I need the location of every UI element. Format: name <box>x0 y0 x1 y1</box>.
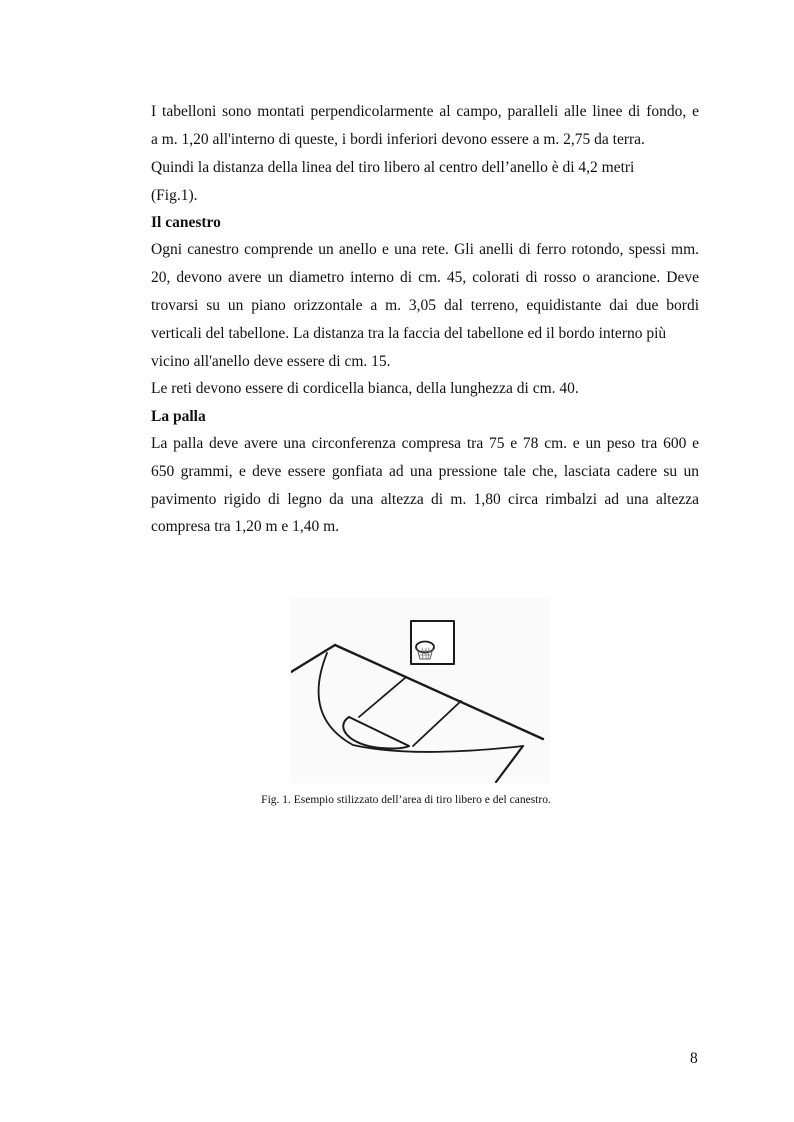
court-illustration <box>291 598 550 783</box>
paragraph-line: vicino all'anello deve essere di cm. 15. <box>151 353 391 370</box>
paragraph-line: Quindi la distanza della linea del tiro libero al centro dell’anello è di 4,2 metri <box>151 159 635 176</box>
section-heading-palla: La palla <box>151 408 206 425</box>
paragraph-line: Le reti devono essere di cordicella bianca, della lunghezza di cm. 40. <box>151 380 579 397</box>
paragraph-line: trovarsi su un piano orizzontale a m. 3,05 dal terreno, equidistante dai due bordi <box>151 297 699 314</box>
paragraph-line: (Fig.1). <box>151 187 198 204</box>
free-throw-arc <box>343 717 409 748</box>
lane-line-right <box>413 701 461 746</box>
figure-caption: Fig. 1. Esempio stilizzato dell’area di tiro libero e del canestro. <box>261 794 551 806</box>
paragraph-line: pavimento rigido di legno da una altezza di m. 1,80 circa rimbalzi ad una altezza <box>151 491 699 508</box>
backboard <box>411 621 454 664</box>
paragraph-line: 20, devono avere un diametro interno di cm. 45, colorati di rosso o arancione. Deve <box>151 269 699 286</box>
figure-free-throw-area <box>291 598 550 783</box>
court-sideline <box>496 746 523 782</box>
lane-line-left <box>359 678 405 717</box>
paragraph-line: Ogni canestro comprende un anello e una rete. Gli anelli di ferro rotondo, spessi mm. <box>151 241 699 258</box>
paragraph-line: a m. 1,20 all'interno di queste, i bordi inferiori devono essere a m. 2,75 da terra. <box>151 131 645 148</box>
paragraph-line: I tabelloni sono montati perpendicolarmente al campo, paralleli alle linee di fondo, e <box>151 103 699 120</box>
paragraph-line: verticali del tabellone. La distanza tra la faccia del tabellone ed il bordo interno più <box>151 325 667 342</box>
paragraph-line: 650 grammi, e deve essere gonfiata ad una pressione tale che, lasciata cadere su un <box>151 463 699 480</box>
paragraph-line: compresa tra 1,20 m e 1,40 m. <box>151 518 340 535</box>
section-heading-canestro: Il canestro <box>151 214 221 231</box>
paragraph-line: La palla deve avere una circonferenza compresa tra 75 e 78 cm. e un peso tra 600 e <box>151 435 699 452</box>
court-baseline-left <box>291 645 335 672</box>
page-number: 8 <box>690 1050 698 1067</box>
